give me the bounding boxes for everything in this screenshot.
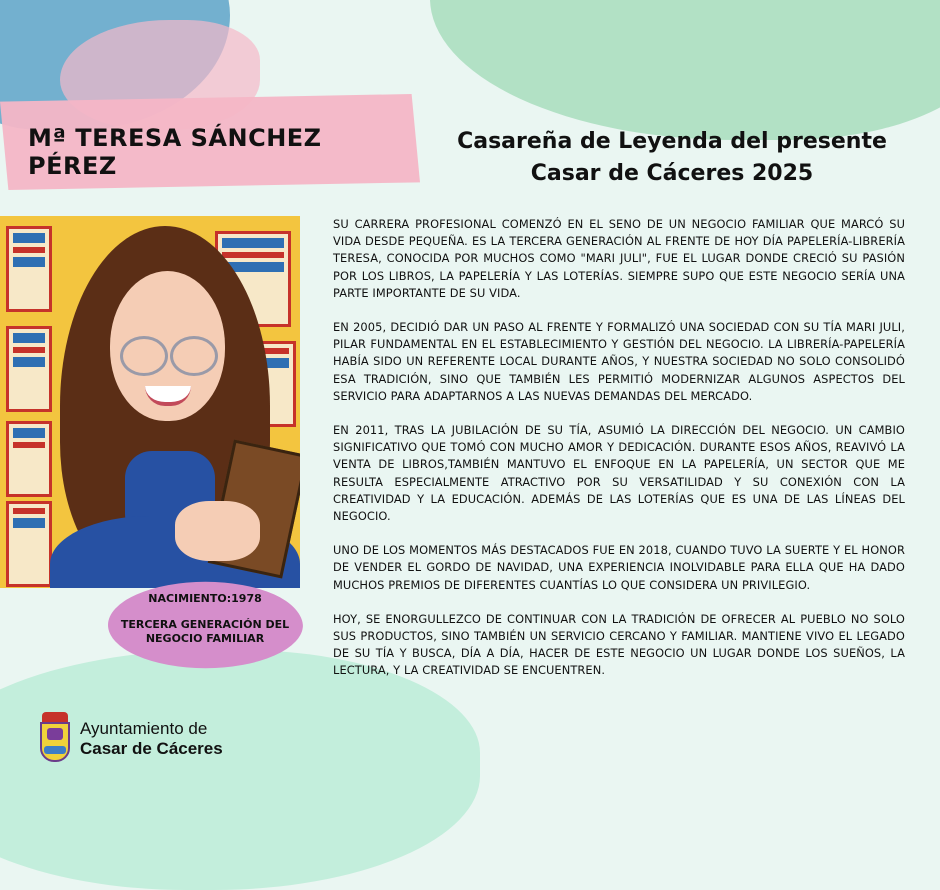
generation-label-1: TERCERA GENERACIÓN DEL	[120, 618, 290, 631]
coat-of-arms-icon	[40, 712, 70, 766]
decor-green-blob	[430, 0, 940, 140]
lottery-ticket-image	[6, 501, 52, 587]
logo-text	[80, 719, 223, 759]
generation-label-2: NEGOCIO FAMILIAR	[145, 632, 265, 645]
title-line-2: Casar de Cáceres 2025	[530, 161, 814, 186]
person-name: Mª TERESA SÁNCHEZ PÉREZ	[28, 124, 322, 180]
biography-paragraph: EN 2005, DECIDIÓ DAR UN PASO AL FRENTE Y FORMALIZÓ UNA SOCIEDAD CON SU TÍA MARI JULI, PILAR FUNDAMENTAL EN EL ESTABLECIMIENTO Y GESTIÓN DEL NEGOCIO. LA LIBRERÍA-PAPELERÍA HABÍA SIDO UN REFERENTE LOCAL DURANTE AÑOS, Y NUESTRA SOCIEDAD NO SOLO CONSOLIDÓ ESA TRADICIÓN, SINO QUE TAMBIÉN LES PERMITIÓ MODERNIZAR ALGUNOS ASPECTOS DEL SERVICIO PARA ADAPTARNOS A LAS NUEVAS DEMANDAS DEL MERCADO.	[333, 320, 905, 403]
glasses-icon	[170, 336, 218, 376]
portrait-illustration	[0, 216, 300, 588]
logo-line-2: Casar de Cáceres	[80, 739, 223, 758]
birth-label: NACIMIENTO:1978	[148, 592, 262, 605]
municipality-logo	[40, 712, 223, 766]
biography-text	[333, 216, 905, 697]
hands-shape	[175, 501, 260, 561]
lottery-ticket-image	[6, 421, 52, 497]
page-title	[452, 126, 892, 190]
biography-paragraph: HOY, SE ENORGULLEZCO DE CONTINUAR CON LA TRADICIÓN DE OFRECER AL PUEBLO NO SOLO SUS PRODUCTOS, SINO TAMBIÉN UN SERVICIO CERCANO Y FAMILIAR. MANTIENE VIVO EL LEGADO DE SU TÍA Y BUSCA, DÍA A DÍA, HACER DE ESTE NEGOCIO UN LUGAR DONDE LOS SUEÑOS, LA LECTURA, Y LA CREATIVIDAD SE ENCUENTREN.	[333, 611, 905, 678]
lottery-ticket-image	[6, 226, 52, 312]
glasses-icon	[120, 336, 168, 376]
title-line-1: Casareña de Leyenda del presente	[457, 129, 887, 154]
biography-paragraph: UNO DE LOS MOMENTOS MÁS DESTACADOS FUE EN 2018, CUANDO TUVO LA SUERTE Y EL HONOR DE VENDER EL GORDO DE NAVIDAD, UNA EXPERIENCIA INOLVIDABLE PARA ELLA QUE HA DADO MUCHOS PREMIOS DE DIFERENTES CUANTÍAS LO QUE CONSIDERA UN PRIVILEGIO.	[333, 543, 905, 592]
logo-line-1: Ayuntamiento de	[80, 719, 208, 738]
biography-paragraph: EN 2011, TRAS LA JUBILACIÓN DE SU TÍA, ASUMIÓ LA DIRECCIÓN DEL NEGOCIO. UN CAMBIO SIGNIFICATIVO QUE TOMÓ CON MUCHO AMOR Y DEDICACIÓN. DURANTE ESOS AÑOS, REAVIVÓ LA VENTA DE LIBROS,TAMBIÉN MANTUVO EL ENFOQUE EN LA PAPELERÍA, UN SECTOR QUE ME RESULTA ESPECIALMENTE ATRACTIVO POR SU VERSATILIDAD Y SU CONEXIÓN CON LA CREATIVIDAD Y LA EDUCACIÓN. ADEMÁS DE LAS LOTERÍAS QUE ES UNA DE LAS LÍNEAS DEL NEGOCIO.	[333, 423, 905, 524]
lottery-ticket-image	[6, 326, 52, 412]
biography-paragraph: SU CARRERA PROFESIONAL COMENZÓ EN EL SENO DE UN NEGOCIO FAMILIAR QUE MARCÓ SU VIDA DESDE PEQUEÑA. ES LA TERCERA GENERACIÓN AL FRENTE DE HOY DÍA PAPELERÍA-LIBRERÍA TERESA, CONOCIDA POR MUCHOS COMO "MARI JULI", FUE EL LUGAR DONDE CRECIÓ SU PASIÓN POR LOS LIBROS, LA PAPELERÍA Y LAS LOTERÍAS. SIEMPRE SUPO QUE ESTE NEGOCIO SERÍA UNA PARTE IMPORTANTE DE SU VIDA.	[333, 217, 905, 300]
